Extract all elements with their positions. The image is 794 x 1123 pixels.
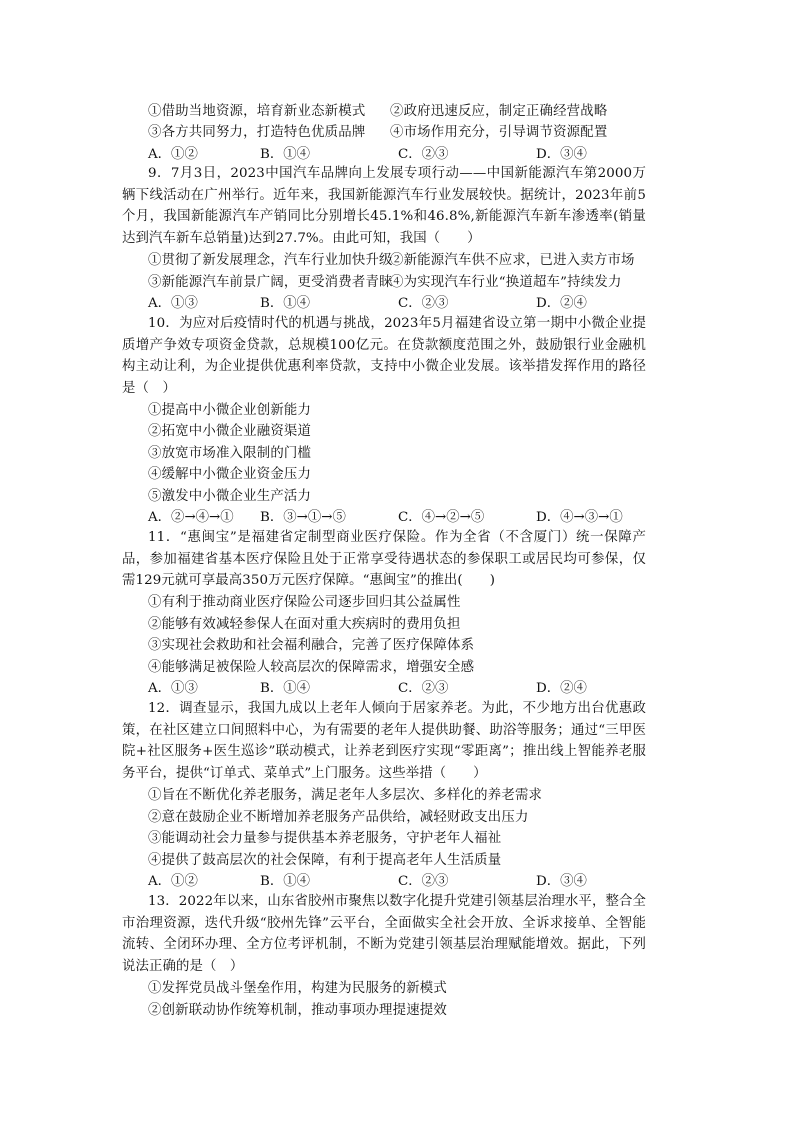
q13-statement-1: ①发挥党员战斗堡垒作用，构建为民服务的新模式 [148,981,447,996]
q8-statement-3: ③各方共同努力，打造特色优质品牌 [148,125,366,140]
q10-option-b[interactable]: B．③→①→⑤ [260,510,346,525]
q13-statement-2: ②创新联动协作统筹机制，推动事项办理提速提效 [148,1003,447,1018]
q9-options [148,292,648,312]
q12-option-d[interactable]: D．③④ [536,874,587,889]
q9-stem: 9．7月3日，2023中国汽车品牌向上发展专项行动——中国新能源汽车第2000万辆下线活动在广州举行。近年来，我国新能源汽车行业发展较快。据统计，2023年前5个月，我国新能源汽车产销同比分别增长45.1%和46.8%,新能源汽车新车渗透率(销量达到汽车新车总销量)达到27.7%。由此可知，我国（ ） [122,166,646,246]
q11-option-d[interactable]: D．②④ [536,681,587,696]
q13-stem: 13．2022年以来，山东省胶州市聚焦以数字化提升党建引领基层治理水平，整合全市治理资源，迭代升级“胶州先锋”云平台，全面做实全社会开放、全诉求接单、全智能流转、全闭环办理、全方位考评机制，不断为党建引领基层治理赋能增效。据此，下列说法正确的是（ ） [122,894,646,974]
q11-option-b[interactable]: B．①④ [260,681,311,696]
q9-statement-2: ②新能源汽车供不应求，已进入卖方市场 [390,253,635,268]
q9-option-d[interactable]: D．②④ [536,296,587,311]
q11-statement-4: ④能够满足被保险人较高层次的保障需求，增强安全感 [148,660,475,675]
q11-statement-3: ③实现社会救助和社会福利融合，完善了医疗保障体系 [148,638,475,653]
q12-statement-1: ①旨在不断优化养老服务，满足老年人多层次、多样化的养老需求 [148,788,543,803]
q8-statement-1: ①借助当地资源，培育新业态新模式 [148,104,366,119]
q12-option-c[interactable]: C．②③ [398,874,449,889]
q10-option-a[interactable]: A．②→④→① [148,510,234,525]
q9-option-c[interactable]: C．②③ [398,296,449,311]
q8-statement-2: ②政府迅速反应，制定正确经营战略 [390,104,608,119]
q11-option-c[interactable]: C．②③ [398,681,449,696]
q12-option-a[interactable]: A．①② [148,874,198,889]
q11-options [148,677,648,697]
q10-statement-4: ④缓解中小微企业资金压力 [148,467,312,482]
q12-options [148,870,648,890]
q9-option-a[interactable]: A．①③ [148,296,198,311]
q10-statement-2: ②拓宽中小微企业融资渠道 [148,424,312,439]
q10-stem: 10．为应对后疫情时代的机遇与挑战，2023年5月福建省设立第一期中小微企业提质增产争效专项资金贷款，总规模100亿元。在贷款额度范围之外，鼓励银行业金融机构主动让利，为企业提供优惠利率贷款，支持中小微企业发展。该举措发挥作用的路径是（ ） [122,316,646,396]
q8-option-b[interactable]: B．①④ [260,147,311,162]
q8-option-a[interactable]: A．①② [148,147,198,162]
q9-statement-3: ③新能源汽车前景广阔，更受消费者青睐 [148,275,393,290]
q10-statement-5: ⑤激发中小微企业生产活力 [148,489,312,504]
q12-statement-3: ③能调动社会力量参与提供基本养老服务，守护老年人福祉 [148,831,502,846]
q8-statement-4: ④市场作用充分，引导调节资源配置 [390,125,608,140]
q10-option-d[interactable]: D．④→③→① [536,510,623,525]
q12-stem: 12．调查显示，我国九成以上老年人倾向于居家养老。为此，不少地方出台优惠政策，在社区建立口间照料中心，为有需要的老年人提供助餐、助浴等服务；通过“三甲医院+社区服务+医生巡诊”联动模式，让养老到医疗实现“零距离”；推出线上智能养老服务平台，提供“订单式、菜单式”上门服务。这些举措（ ） [122,701,646,781]
q9-statement-4: ④为实现汽车行业“换道超车”持续发力 [390,275,622,290]
q11-statement-2: ②能够有效减轻参保人在面对重大疾病时的费用负担 [148,617,461,632]
q11-stem: 11．“惠闽宝”是福建省定制型商业医疗保险。作为全省（不含厦门）统一保障产品，参加福建省基本医疗保险且处于正常享受待遇状态的参保职工或居民均可参保，仅需129元就可享最高350万元医疗保障。“惠闽宝”的推出( ) [122,530,646,589]
q8-options [148,143,648,163]
q9-option-b[interactable]: B．①④ [260,296,311,311]
q10-statement-3: ③放宽市场准入限制的门槛 [148,446,312,461]
q10-statement-1: ①提高中小微企业创新能力 [148,403,312,418]
q8-option-c[interactable]: C．②③ [398,147,449,162]
q12-option-b[interactable]: B．①④ [260,874,311,889]
q11-statement-1: ①有利于推动商业医疗保险公司逐步回归其公益属性 [148,595,461,610]
q8-option-d[interactable]: D．③④ [536,147,587,162]
q12-statement-4: ④提供了鼓高层次的社会保障，有利于提高老年人生活质量 [148,853,502,868]
q11-option-a[interactable]: A．①③ [148,681,198,696]
q10-option-c[interactable]: C．④→②→⑤ [398,510,485,525]
q9-statement-1: ①贯彻了新发展理念，汽车行业加快升级 [148,253,393,268]
q10-options [148,506,648,526]
q12-statement-2: ②意在鼓励企业不断增加养老服务产品供给，减轻财政支出压力 [148,810,529,825]
